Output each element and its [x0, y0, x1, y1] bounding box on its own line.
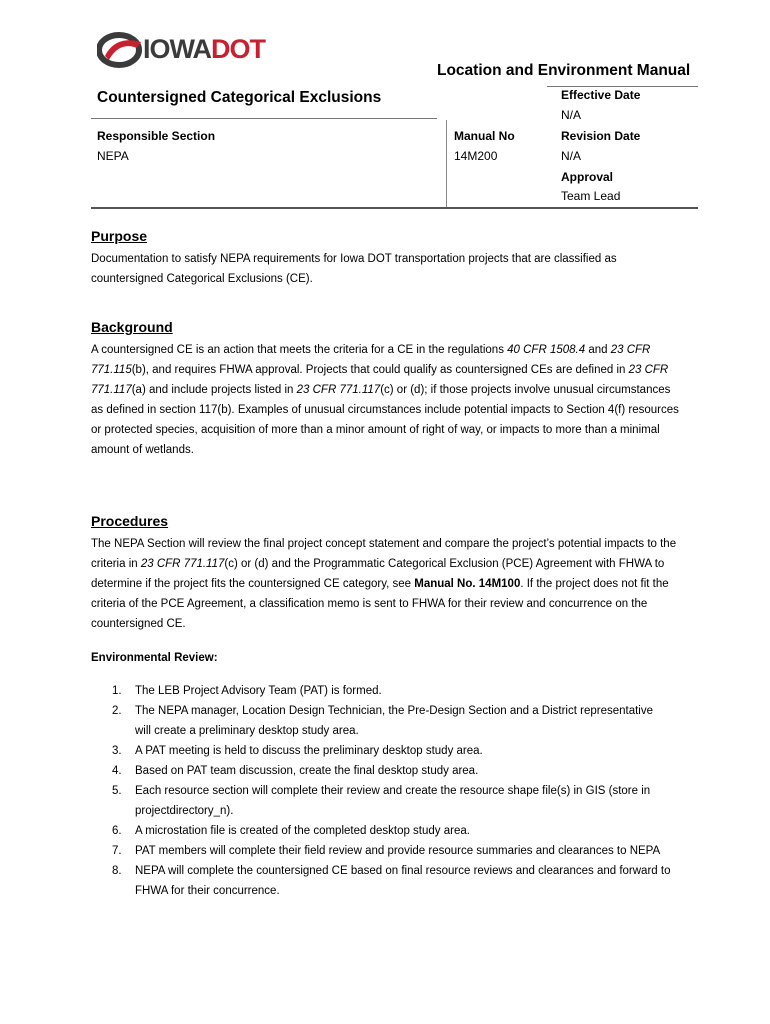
cfr-reference: 23 CFR 771.117: [91, 364, 669, 396]
iowa-dot-swoosh-icon: [97, 30, 143, 70]
purpose-text: Documentation to satisfy NEPA requirements for Iowa DOT transportation projects that are classified as countersigned Categorical Exclusions (CE).: [91, 253, 617, 285]
environmental-review-steps: [91, 681, 671, 901]
cfr-reference: 23 CFR 771.115: [91, 344, 651, 376]
cfr-reference: 23 CFR 771.117: [140, 558, 225, 570]
list-item: 1. The LEB Project Advisory Team (PAT) is formed.: [112, 685, 382, 697]
background-heading: Background: [91, 319, 173, 335]
list-item: 5. Each resource section will complete their review and create the resource shape file(s) in GIS (store in projectdirectory_n).: [112, 785, 651, 817]
purpose-heading: Purpose: [91, 228, 148, 244]
revision-date-value: N/A: [561, 149, 582, 163]
list-item: 6. A microstation file is created of the completed desktop study area.: [112, 825, 470, 837]
list-item: 8. NEPA will complete the countersigned CE based on final resource reviews and clearances and forward to FHWA for their concurrence.: [112, 865, 671, 897]
title-divider: [91, 118, 437, 119]
environmental-review-label: Environmental Review:: [91, 652, 218, 664]
cfr-reference: 40 CFR 1508.4: [507, 344, 586, 356]
revision-date-label: Revision Date: [561, 129, 641, 143]
manual-no-value: 14M200: [454, 149, 498, 163]
list-item: 7. PAT members will complete their field review and provide resource summaries and clearances to NEPA: [112, 845, 661, 857]
iowa-dot-logo: [97, 30, 279, 70]
list-item: 2. The NEPA manager, Location Design Technician, the Pre-Design Section and a District representative will create a preliminary desktop study area.: [112, 705, 653, 737]
cfr-reference: 23 CFR 771.117: [296, 384, 381, 396]
logo-text-iowa: IOWA: [143, 34, 211, 64]
responsible-section-label: Responsible Section: [97, 129, 216, 143]
header-divider-bottom: [91, 207, 698, 209]
list-item: 4. Based on PAT team discussion, create the final desktop study area.: [112, 765, 479, 777]
procedures-heading: Procedures: [91, 513, 169, 529]
effective-date-label: Effective Date: [561, 88, 641, 102]
background-text: A countersigned CE is an action that meets the criteria for a CE in the regulations 40 CFR 1508.4 and 23 CFR 771.115(b), and requires FHWA approval. Projects that could qualify as countersigned CEs are defined in 23 CFR 771.117(a) and include projects listed in 23 CFR 771.117(c) or (d); if those projects involve unusual circumstances as defined in section 117(b). Examples of unusual circumstances include potential impacts to Section 4(f) resources or protected species, acquisition of more than a minor amount of right of way, or impacts to more than a minimal amount of wetlands.: [91, 344, 679, 456]
header-divider-top: [547, 86, 698, 87]
procedures-text: The NEPA Section will review the final project concept statement and compare the project’s potential impacts to the criteria in 23 CFR 771.117(c) or (d) and the Programmatic Categorical Exclusion (PCE) Agreement with FHWA to determine if the project fits the countersigned CE category, see Manual No. 14M100. If the project does not fit the criteria of the PCE Agreement, a classification memo is sent to FHWA for their review and concurrence on the countersigned CE.: [91, 538, 677, 630]
logo-text-dot: DOT: [211, 34, 265, 64]
approval-value: Team Lead: [561, 189, 621, 203]
document-title: Countersigned Categorical Exclusions: [97, 89, 382, 106]
responsible-section-value: NEPA: [97, 149, 129, 163]
manual-reference: Manual No. 14M100: [414, 578, 521, 590]
approval-label: Approval: [561, 170, 614, 184]
manual-no-label: Manual No: [454, 129, 515, 143]
effective-date-value: N/A: [561, 108, 582, 122]
list-item: 3. A PAT meeting is held to discuss the preliminary desktop study area.: [112, 745, 483, 757]
manual-title: Location and Environment Manual: [437, 62, 691, 79]
header-column-divider: [446, 120, 447, 208]
